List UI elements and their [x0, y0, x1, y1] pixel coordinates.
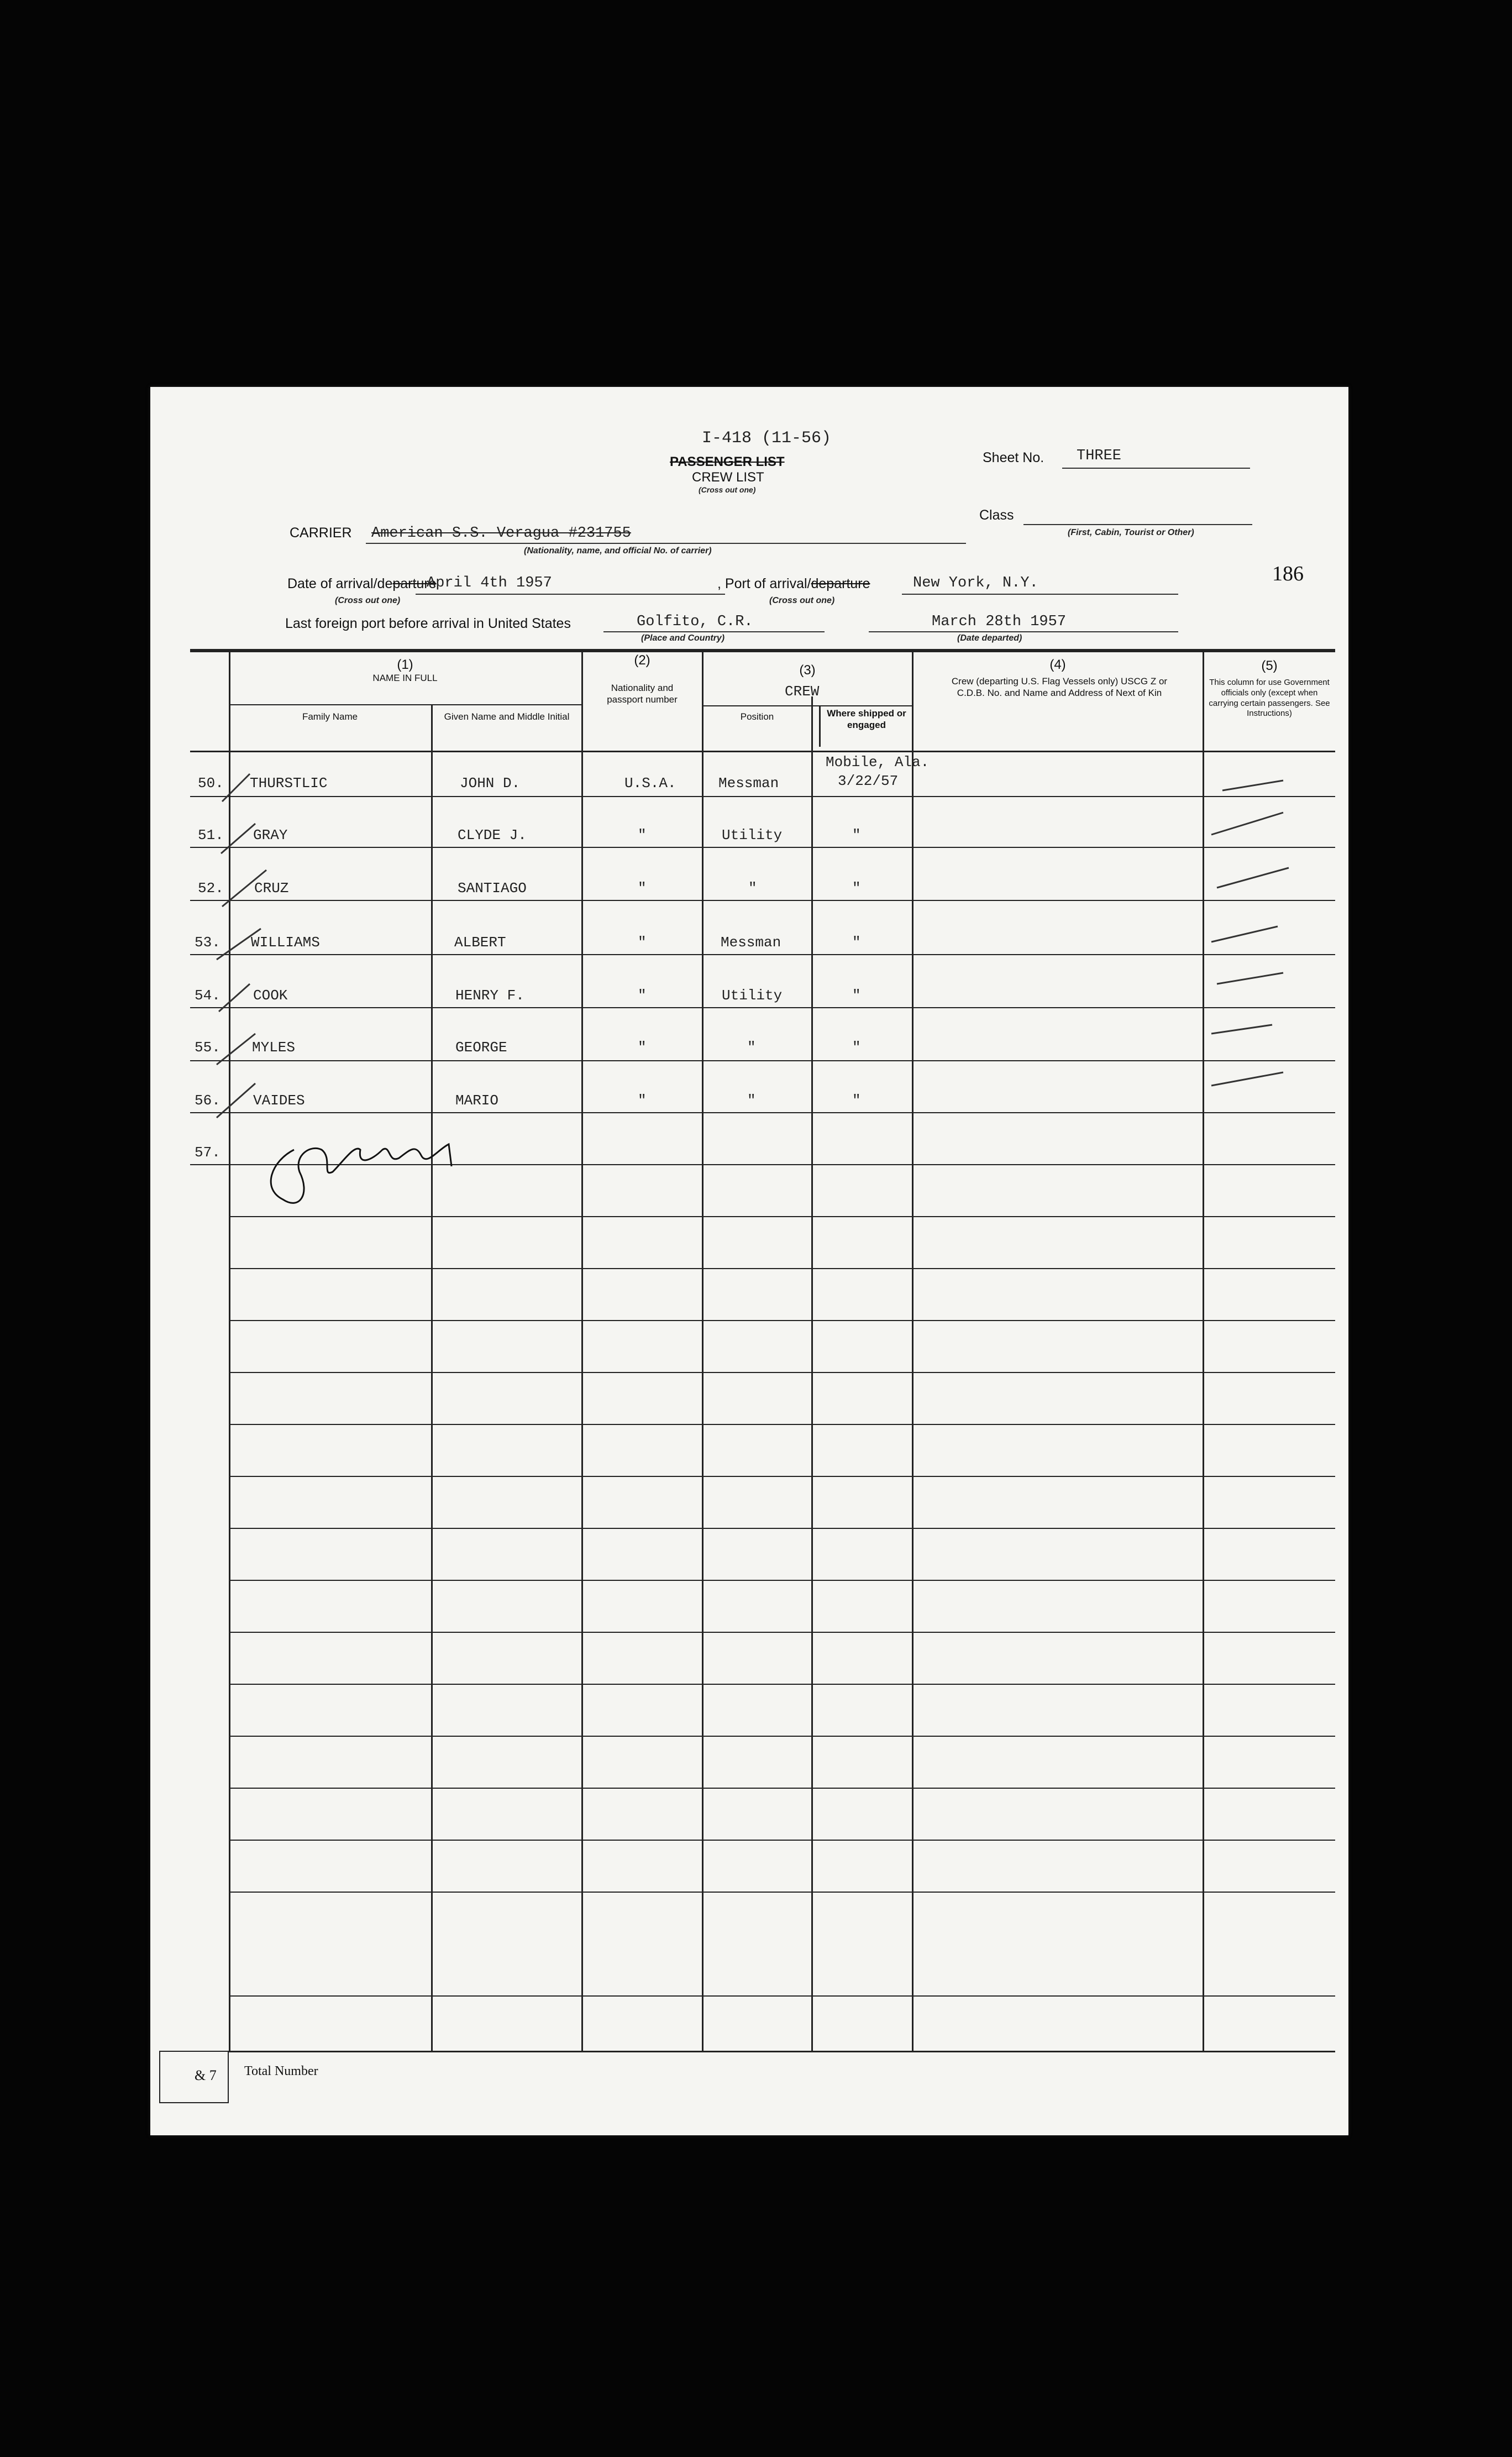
col2-title: Nationality and passport number: [607, 683, 678, 705]
position: Messman: [721, 934, 781, 951]
given-name: ALBERT: [454, 934, 506, 951]
col1b-title: Given Name and Middle Initial: [444, 711, 570, 722]
where-shipped: ": [852, 1092, 861, 1109]
row-number: 53.: [195, 934, 221, 951]
date-label: Date of arrival/departure: [287, 576, 437, 591]
date-departed-note: (Date departed): [957, 633, 1022, 643]
position: ": [747, 1092, 756, 1109]
nationality: ": [638, 1092, 647, 1109]
where-shipped: ": [852, 987, 861, 1004]
class-label: Class: [979, 507, 1014, 523]
where-shipped: ": [852, 827, 861, 844]
port-value: New York, N.Y.: [913, 575, 1038, 591]
col4-title: Crew (departing U.S. Flag Vessels only) USCG Z or C.D.B. No. and Name and Address of Next of Kin: [951, 676, 1168, 699]
sheet-value: THREE: [1077, 448, 1122, 464]
where-shipped-date: 3/22/57: [838, 773, 899, 789]
row-number: 57.: [195, 1144, 221, 1161]
class-note: (First, Cabin, Tourist or Other): [1068, 528, 1194, 537]
nationality: ": [638, 987, 647, 1004]
last-port-note: (Place and Country): [641, 633, 725, 643]
col5-title: This column for use Government officials only (except when carrying certain passengers. See Instructions): [1209, 678, 1330, 719]
position: ": [748, 880, 757, 897]
nationality: ": [638, 880, 647, 897]
carrier-note: (Nationality, name, and official No. of carrier): [524, 546, 712, 556]
port-note: (Cross out one): [769, 596, 835, 605]
col2-num: (2): [634, 653, 650, 668]
col5-num: (5): [1261, 658, 1278, 673]
cross-out-note: (Cross out one): [699, 485, 756, 494]
family-name: VAIDES: [253, 1092, 305, 1109]
total-label: Total Number: [244, 2064, 318, 2078]
total-box: [159, 2051, 229, 2103]
page-number: 186: [1272, 562, 1304, 585]
nationality: U.S.A.: [624, 775, 676, 792]
where-shipped: ": [852, 1039, 861, 1056]
family-name: MYLES: [252, 1039, 296, 1056]
carrier-value: American S.S. Veragua #231755: [371, 525, 631, 542]
family-name: COOK: [253, 987, 288, 1004]
given-name: HENRY F.: [455, 987, 524, 1004]
signature: [261, 1128, 471, 1216]
sheet-label: Sheet No.: [983, 450, 1044, 465]
given-name: MARIO: [455, 1092, 499, 1109]
position: Utility: [722, 827, 783, 844]
carrier-label: CARRIER: [290, 525, 352, 541]
position: ": [747, 1039, 756, 1056]
form-number: I-418 (11-56): [702, 429, 832, 448]
col3a-title: Position: [740, 711, 774, 722]
family-name: GRAY: [253, 827, 288, 844]
port-label: , Port of arrival/departure: [717, 576, 870, 591]
col1-title: NAME IN FULL: [372, 673, 438, 683]
given-name: GEORGE: [455, 1039, 507, 1056]
col1a-title: Family Name: [302, 711, 358, 722]
col3-num: (3): [799, 663, 816, 678]
given-name: SANTIAGO: [458, 880, 527, 897]
row-number: 50.: [198, 775, 224, 792]
col4-num: (4): [1049, 657, 1066, 672]
date-departed-value: March 28th 1957: [932, 614, 1067, 630]
row-number: 56.: [195, 1092, 221, 1109]
row-number: 54.: [195, 987, 221, 1004]
position: Messman: [718, 775, 779, 792]
family-name: CRUZ: [254, 880, 289, 897]
nationality: ": [638, 827, 647, 844]
last-port-label: Last foreign port before arrival in United States: [285, 616, 571, 631]
date-note: (Cross out one): [335, 596, 401, 605]
given-name: JOHN D.: [460, 775, 521, 792]
where-shipped: ": [852, 934, 861, 951]
col3b-title: Where shipped or engaged: [827, 708, 906, 731]
family-name: WILLIAMS: [251, 934, 320, 951]
where-shipped: ": [852, 880, 861, 897]
total-count: & 7: [195, 2067, 217, 2083]
col3-title: CREW: [785, 683, 820, 700]
where-shipped: Mobile, Ala.: [826, 754, 930, 771]
row-number: 52.: [198, 880, 224, 897]
nationality: ": [638, 934, 647, 951]
given-name: CLYDE J.: [458, 827, 527, 844]
passenger-list-struck: PASSENGER LIST: [670, 454, 785, 469]
nationality: ": [638, 1039, 647, 1056]
crew-list-page: [150, 387, 1348, 2135]
last-port-value: Golfito, C.R.: [637, 614, 753, 630]
check-marks: [183, 752, 1344, 1172]
family-name: THURSTLIC: [250, 775, 328, 792]
row-number: 51.: [198, 827, 224, 844]
position: Utility: [722, 987, 783, 1004]
col1-num: (1): [397, 657, 413, 672]
date-value: April 4th 1957: [427, 575, 552, 591]
row-number: 55.: [195, 1039, 221, 1056]
crew-list-title: CREW LIST: [692, 470, 764, 485]
